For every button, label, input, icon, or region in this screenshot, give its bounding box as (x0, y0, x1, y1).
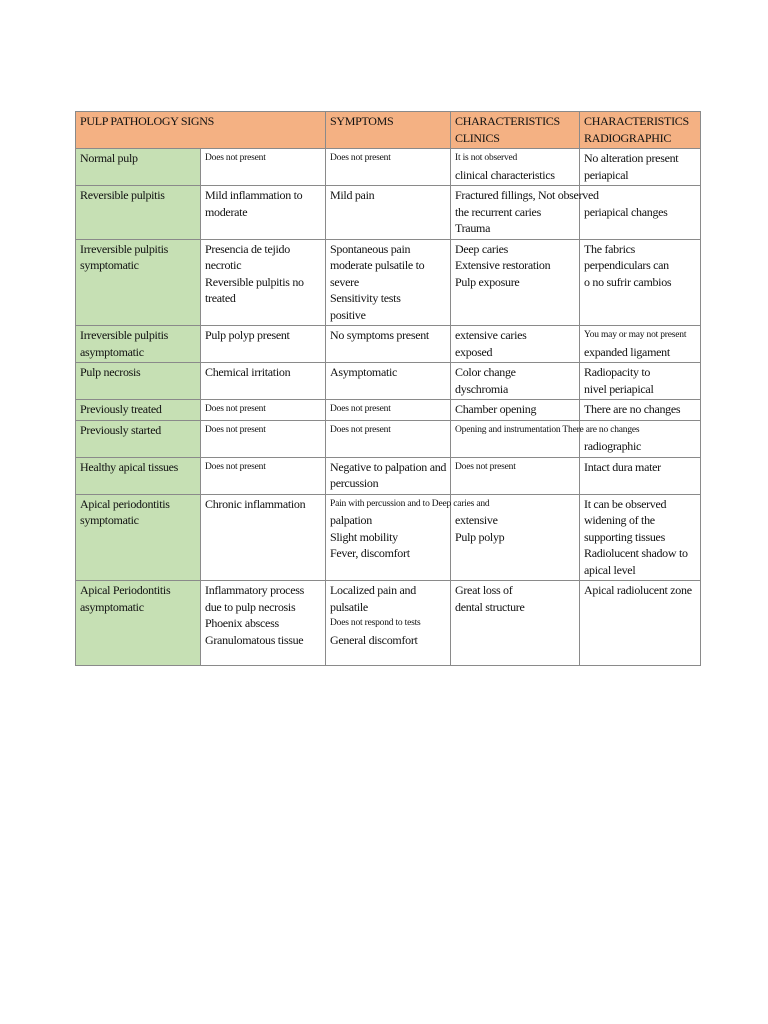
table-row (76, 363, 701, 400)
pathology-cell: Irreversible pulpitis symptomatic (76, 239, 201, 326)
clinics-cell: Opening and instrumentation There are no changes (451, 420, 580, 457)
radiographic-cell: There are no changes (580, 400, 701, 421)
symptoms-cell: Localized pain and pulsatile Does not respond to tests General discomfort (326, 581, 451, 666)
clinics-cell: Chamber opening (451, 400, 580, 421)
header-pulp-pathology-signs: PULP PATHOLOGY SIGNS (76, 112, 326, 149)
radiographic-cell: The fabrics perpendiculars can o no sufrir cambios (580, 239, 701, 326)
table-row (76, 326, 701, 363)
table-header-row (76, 112, 701, 149)
radiographic-cell: radiographic (580, 420, 701, 457)
pathology-cell: Apical periodontitis symptomatic (76, 494, 201, 581)
clinics-cell: Fractured fillings, Not observed the recurrent caries Trauma (451, 186, 580, 240)
clinics-cell: It is not observed clinical characteristics (451, 149, 580, 186)
radiographic-cell: It can be observed widening of the supporting tissues Radiolucent shadow to apical level (580, 494, 701, 581)
radiographic-cell: You may or may not present expanded ligament (580, 326, 701, 363)
clinics-cell: Color change dyschromia (451, 363, 580, 400)
symptoms-cell: Mild pain (326, 186, 451, 240)
clinics-cell: Deep caries Extensive restoration Pulp exposure (451, 239, 580, 326)
signs-cell: Presencia de tejido necrotic Reversible pulpitis no treated (201, 239, 326, 326)
symptoms-cell: Does not present (326, 400, 451, 421)
symptoms-cell: Negative to palpation and percussion (326, 457, 451, 494)
table-row (76, 149, 701, 186)
table-row (76, 239, 701, 326)
radiographic-cell: Intact dura mater (580, 457, 701, 494)
pathology-cell: Reversible pulpitis (76, 186, 201, 240)
signs-cell: Does not present (201, 400, 326, 421)
clinics-cell: extensive caries exposed (451, 326, 580, 363)
signs-cell: Inflammatory process due to pulp necrosis Phoenix abscess Granulomatous tissue (201, 581, 326, 666)
pathology-cell: Previously started (76, 420, 201, 457)
signs-cell: Mild inflammation to moderate (201, 186, 326, 240)
clinics-cell: extensive Pulp polyp (451, 494, 580, 581)
header-characteristics-radiographic: CHARACTERISTICS RADIOGRAPHIC (580, 112, 701, 149)
pathology-cell: Pulp necrosis (76, 363, 201, 400)
radiographic-cell: Radiopacity to nivel periapical (580, 363, 701, 400)
table-row (76, 457, 701, 494)
table-row (76, 494, 701, 581)
symptoms-cell: Does not present (326, 149, 451, 186)
pathology-cell: Previously treated (76, 400, 201, 421)
table-row (76, 420, 701, 457)
symptoms-cell: Pain with percussion and to Deep caries and palpation Slight mobility Fever, discomfort (326, 494, 451, 581)
signs-cell: Pulp polyp present (201, 326, 326, 363)
table-row (76, 581, 701, 666)
clinics-cell: Does not present (451, 457, 580, 494)
table-row (76, 186, 701, 240)
signs-cell: Chronic inflammation (201, 494, 326, 581)
table-row (76, 400, 701, 421)
clinics-cell: Great loss of dental structure (451, 581, 580, 666)
signs-cell: Does not present (201, 457, 326, 494)
radiographic-cell: Apical radiolucent zone (580, 581, 701, 666)
signs-cell: Does not present (201, 149, 326, 186)
symptoms-cell: Does not present (326, 420, 451, 457)
pathology-cell: Healthy apical tissues (76, 457, 201, 494)
signs-cell: Does not present (201, 420, 326, 457)
symptoms-cell: Spontaneous pain moderate pulsatile to severe Sensitivity tests positive (326, 239, 451, 326)
symptoms-cell: No symptoms present (326, 326, 451, 363)
signs-cell: Chemical irritation (201, 363, 326, 400)
symptoms-cell: Asymptomatic (326, 363, 451, 400)
pathology-cell: Apical Periodontitis asymptomatic (76, 581, 201, 666)
pathology-cell: Irreversible pulpitis asymptomatic (76, 326, 201, 363)
pathology-cell: Normal pulp (76, 149, 201, 186)
header-symptoms: SYMPTOMS (326, 112, 451, 149)
pulp-pathology-table (75, 111, 701, 666)
radiographic-cell: periapical changes (580, 186, 701, 240)
radiographic-cell: No alteration present periapical (580, 149, 701, 186)
header-characteristics-clinics: CHARACTERISTICS CLINICS (451, 112, 580, 149)
